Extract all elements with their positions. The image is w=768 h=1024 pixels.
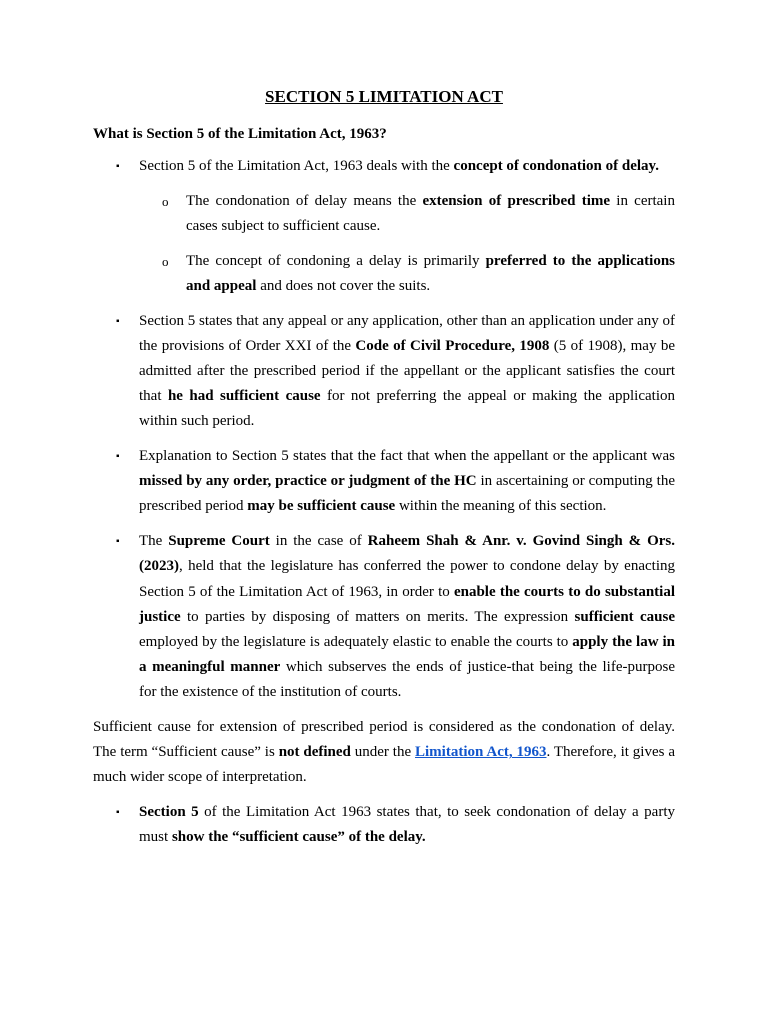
square-bullet-icon: ▪ [116, 161, 120, 172]
list-item-supreme-court [116, 529, 675, 705]
bold-text-run: not defined [278, 744, 351, 761]
bold-text-run: enable the courts to do substantial justice [139, 583, 675, 625]
square-bullet-icon: ▪ [116, 315, 120, 327]
final-bullet-list [93, 800, 675, 850]
text-run: in the case of [269, 533, 368, 550]
list-item-explanation [116, 444, 675, 520]
sufficient-cause-paragraph [93, 715, 675, 791]
text-run: within the meaning of this section. [395, 498, 607, 515]
main-bullet-list [93, 154, 675, 706]
bold-text-run: preferred to the applications and appeal [186, 252, 676, 294]
text-run: Section 5 states that any appeal or any application, other than an application under any of the provisions of Order XXI of the [139, 312, 675, 354]
limitation-act-link[interactable]: Limitation Act, 1963 [415, 744, 547, 761]
circle-bullet-icon: o [162, 193, 169, 209]
text-run: under the [350, 744, 415, 761]
text-run: , held that the legislature has conferred the power to condone delay by enacting Section 5 of the Limitation Act of 1963, in order to [139, 558, 675, 600]
text-run: . Therefore, it gives a much wider scope of interpretation. [93, 744, 675, 786]
bold-text-run: show the “sufficient cause” of the delay. [171, 829, 426, 846]
list-item-show-cause [116, 800, 675, 850]
text-run: and does not cover the suits. [256, 277, 431, 294]
bold-text-run: sufficient cause [574, 608, 675, 625]
square-bullet-icon: ▪ [116, 536, 120, 548]
text-run: which subserves the ends of justice-that being the life-purpose for the existence of the institution of courts. [139, 659, 675, 701]
text-run: employed by the legislature is adequately elastic to enable the courts to [139, 633, 573, 650]
text-run: (5 of 1908), may be admitted after the prescribed period if the appellant or the applicant satisfies the court that [139, 337, 675, 405]
page-title: SECTION 5 LIMITATION ACT [265, 87, 503, 106]
text-run: The concept of condoning a delay is primarily [186, 252, 486, 269]
bold-text-run: Supreme Court [168, 533, 270, 550]
list-item-admission [116, 309, 676, 435]
text-run: Section 5 of the Limitation Act, 1963 deals with the [139, 158, 454, 174]
case-citation: Raheem Shah & Anr. v. Govind Singh & Ors. (2023) [139, 533, 675, 575]
text-run: for not preferring the appeal or making the application within such period. [139, 388, 676, 430]
text-run: The condonation of delay means the [186, 192, 423, 209]
bold-text-run: Section 5 [139, 804, 199, 821]
bold-text-run: missed by any order, practice or judgment of the HC [139, 473, 477, 490]
text-run: to parties by disposing of matters on merits. The expression [180, 608, 575, 625]
bold-text-run: extension of prescribed time [422, 192, 611, 209]
bold-text-run: he had sufficient cause [167, 388, 321, 405]
sub-bullet-list [139, 189, 675, 299]
circle-bullet-icon: o [162, 253, 169, 269]
bold-text-run: may be sufficient cause [247, 498, 396, 515]
text-run: of the Limitation Act 1963 states that, to seek condonation of delay a party must [139, 804, 675, 846]
bold-text-run: apply the law in a meaningful manner [139, 633, 675, 676]
list-item-concept [116, 154, 676, 299]
sub-list-item-preferred [162, 249, 676, 299]
sub-list-item-extension [162, 189, 675, 239]
document-page [93, 86, 675, 860]
section-question-heading: What is Section 5 of the Limitation Act, 1963? [93, 126, 387, 142]
bold-text-run: concept of condonation of delay. [453, 158, 659, 174]
bold-text-run: Code of Civil Procedure, 1908 [355, 337, 550, 354]
square-bullet-icon: ▪ [116, 451, 120, 463]
square-bullet-icon: ▪ [116, 807, 120, 819]
text-run: Explanation to Section 5 states that the fact that when the appellant or the applicant was [139, 448, 675, 465]
text-run: in certain cases subject to sufficient cause. [186, 192, 675, 234]
text-run: Sufficient cause for extension of prescribed period is considered as the condonation of delay. The term “Sufficient cause” is [93, 719, 675, 761]
text-run: The [139, 533, 169, 550]
text-run: in ascertaining or computing the prescribed period [139, 473, 675, 515]
